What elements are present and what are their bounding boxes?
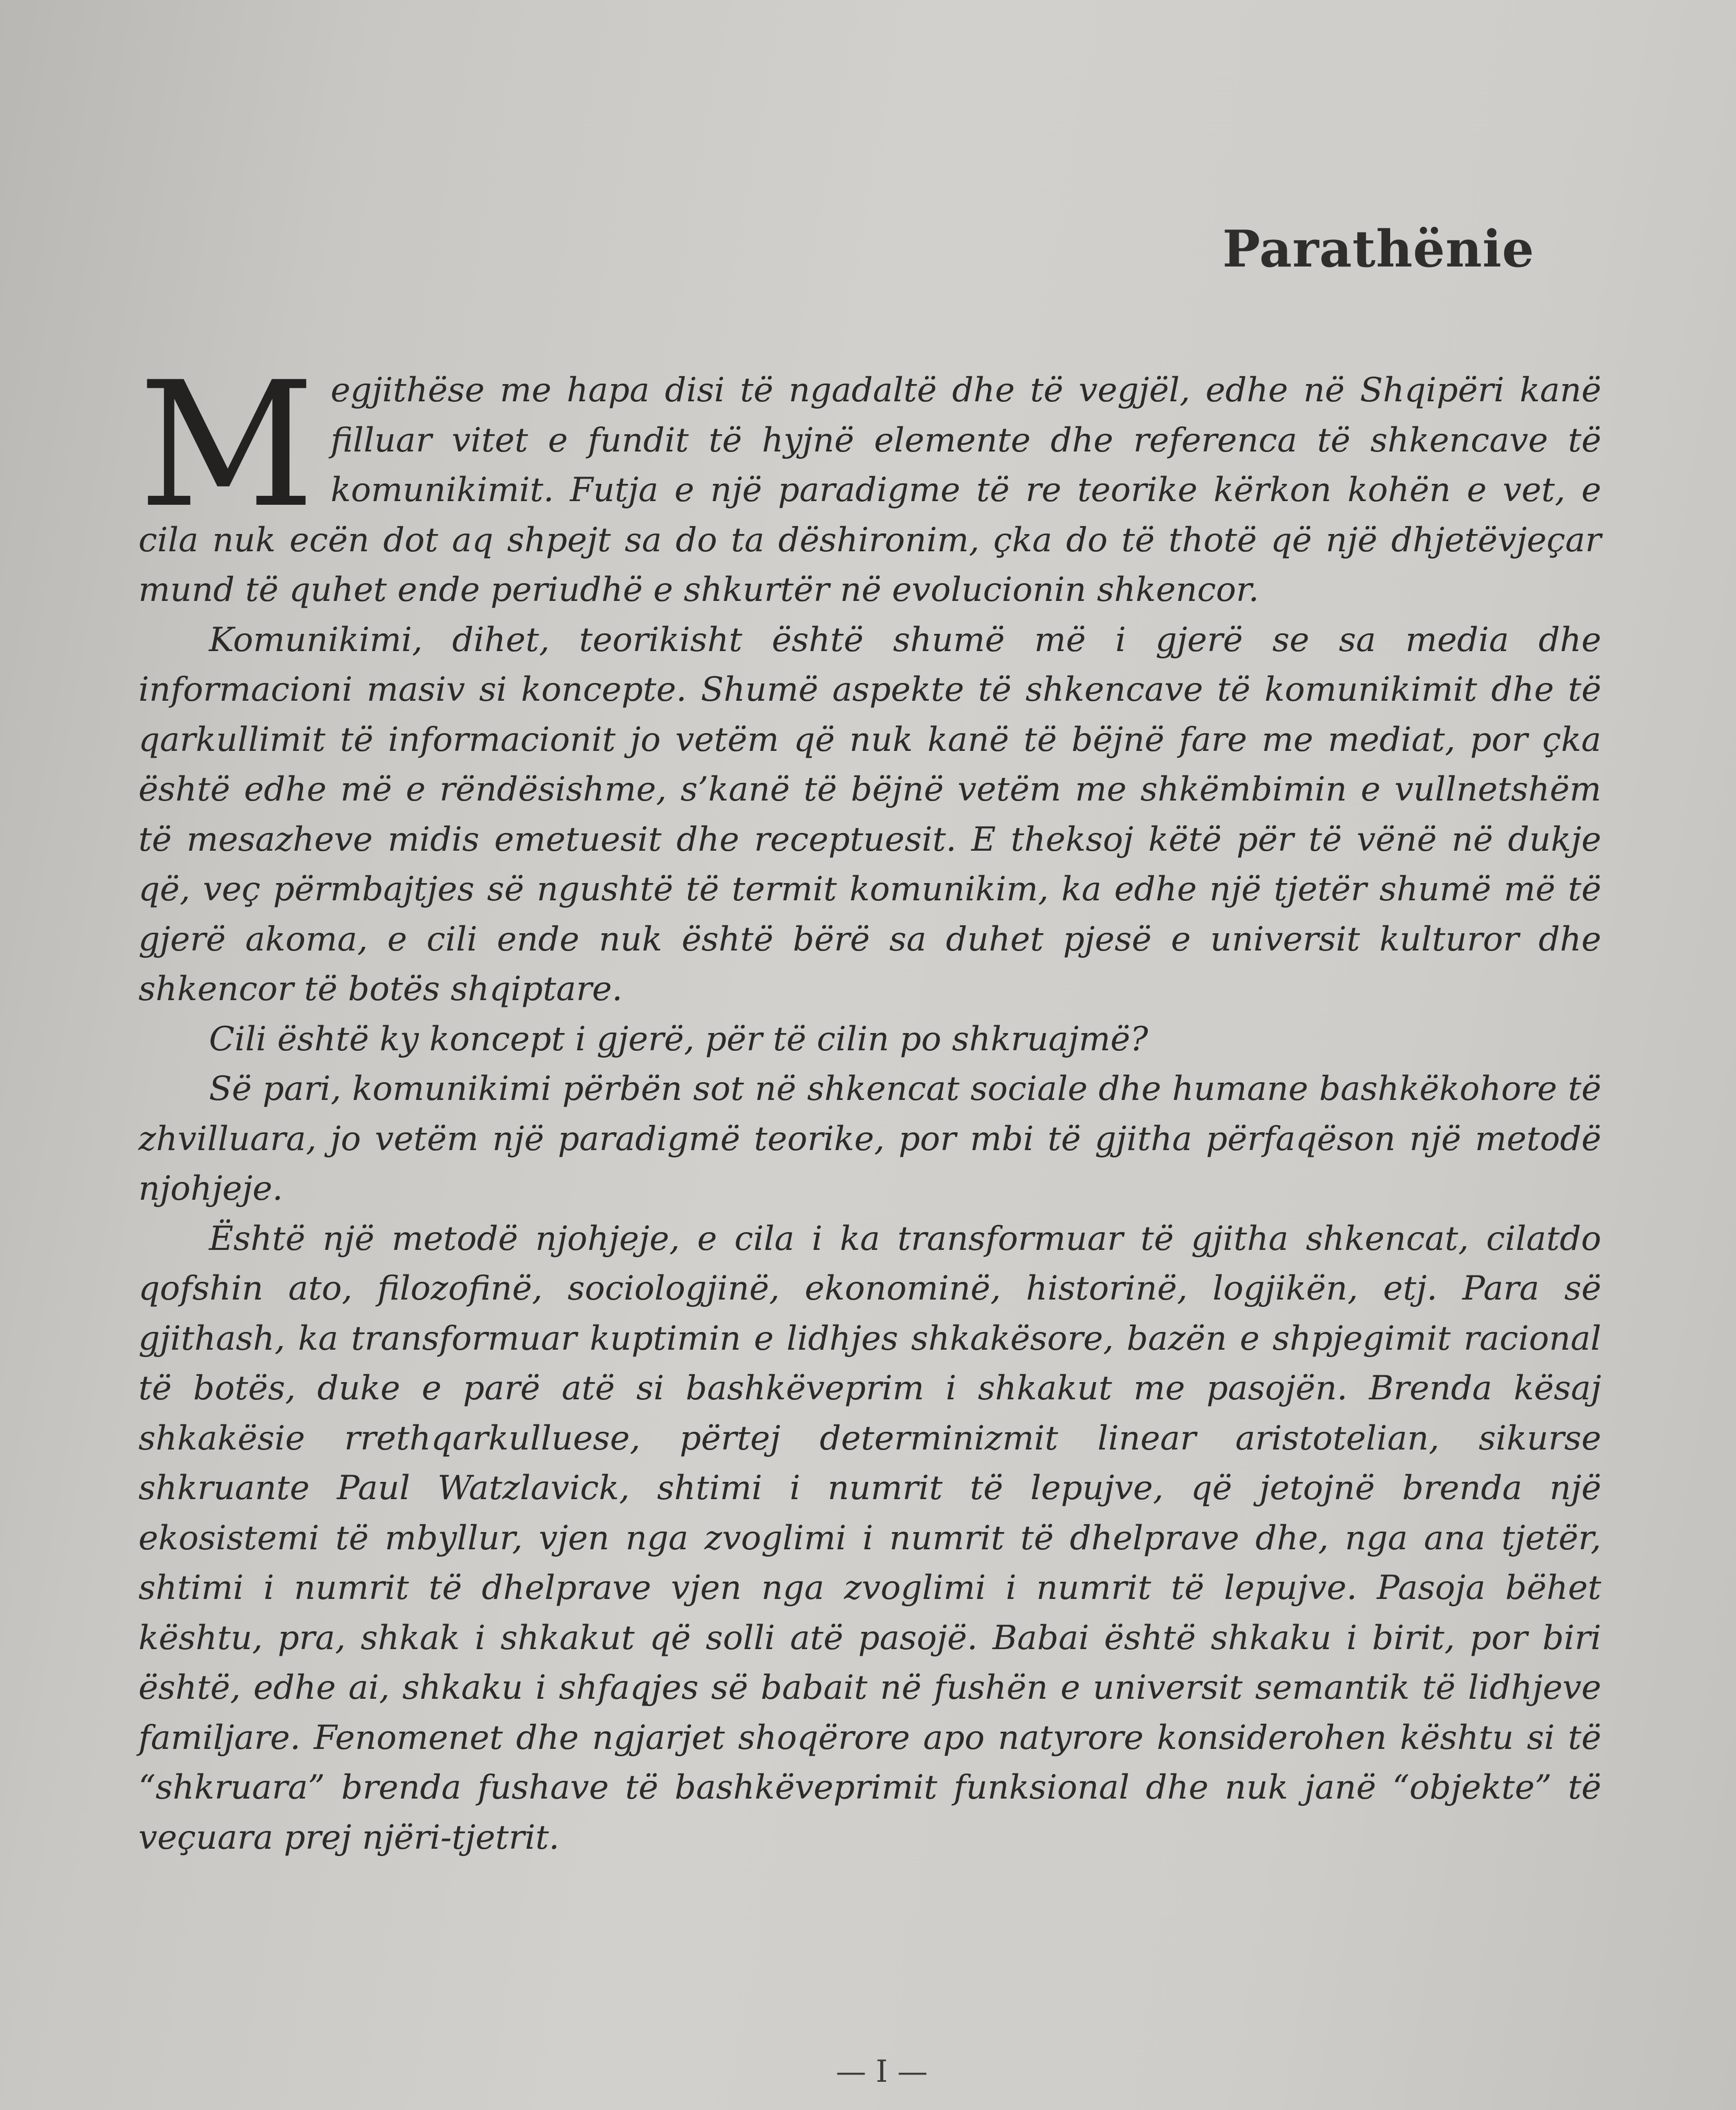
- paragraph-5: Është një metodë njohjeje, e cila i ka transformuar të gjitha shkencat, cilatdo qofshin ato, filozofinë, sociologjinë, ekonominë, historinë, logjikën, etj. Para së gjithash, ka transformuar kuptimin e lidhjes shkakësore, bazën e shpjegimit racional të botës, duke e parë atë si bashkëveprim i shkakut me pasojën. Brenda kësaj shkakësie rrethqarkulluese, përtej determinizmit linear aristotelian, sikurse shkruante Paul Watzlavick, shtimi i numrit të lepujve, që jetojnë brenda një ekosistemi të mbyllur, vjen nga zvoglimi i numrit të dhelprave dhe, nga ana tjetër, shtimi i numrit të dhelprave vjen nga zvoglimi i numrit të lepujve. Pasoja bëhet kështu, pra, shkak i shkakut që solli atë pasojë. Babai është shkaku i birit, por biri është, edhe ai, shkaku i shfaqjes së babait në fushën e universit semantik të lidhjeve familjare. Fenomenet dhe ngjarjet shoqërore apo natyrore konsiderohen kështu si të “shkruara” brenda fushave të bashkëveprimit funksional dhe nuk janë “objekte” të veçuara prej njëri-tjetrit.: [138, 1219, 1601, 1857]
- drop-cap: M: [138, 345, 315, 546]
- paragraph-2: Komunikimi, dihet, teorikisht është shumë më i gjerë se sa media dhe informacioni masiv si koncepte. Shumë aspekte të shkencave të komunikimit dhe të qarkullimit të informacionit jo vetëm që nuk kanë të bëjnë fare me mediat, por çka është edhe më e rëndësishme, s’kanë të bëjnë vetëm me shkëmbimin e vullnetshëm të mesazheve midis emetuesit dhe receptuesit. E theksoj këtë për të vënë në dukje që, veç përmbajtjes së ngushtë të termit komunikim, ka edhe një tjetër shumë më të gjerë akoma, e cili ende nuk është bërë sa duhet pjesë e universit kulturor dhe shkencor të botës shqiptare.: [138, 620, 1601, 1008]
- paragraph-1-text: egjithëse me hapa disi të ngadaltë dhe të vegjël, edhe në Shqipëri kanë filluar vitet e fundit të hyjnë elemente dhe referenca të shkencave të komunikimit. Futja e një paradigme të re teorike kërkon kohën e vet, e cila nuk ecën dot aq shpejt sa do ta dëshironim, çka do të thotë që një dhjetëvjeçar mund të quhet ende periudhë e shkurtër në evolucionin shkencor.: [138, 371, 1601, 609]
- paragraph-4: Së pari, komunikimi përbën sot në shkencat sociale dhe humane bashkëkohore të zhvilluara, jo vetëm një paradigmë teorike, por mbi të gjitha përfaqëson një metodë njohjeje.: [138, 1070, 1601, 1208]
- paragraph-3: Cili është ky koncept i gjerë, për të cilin po shkruajmë?: [209, 1019, 1148, 1059]
- chapter-title: Parathënie: [1222, 219, 1535, 279]
- paragraph-1: [138, 345, 1601, 616]
- page-number: — I —: [836, 2054, 928, 2089]
- body-text: [138, 345, 1601, 1863]
